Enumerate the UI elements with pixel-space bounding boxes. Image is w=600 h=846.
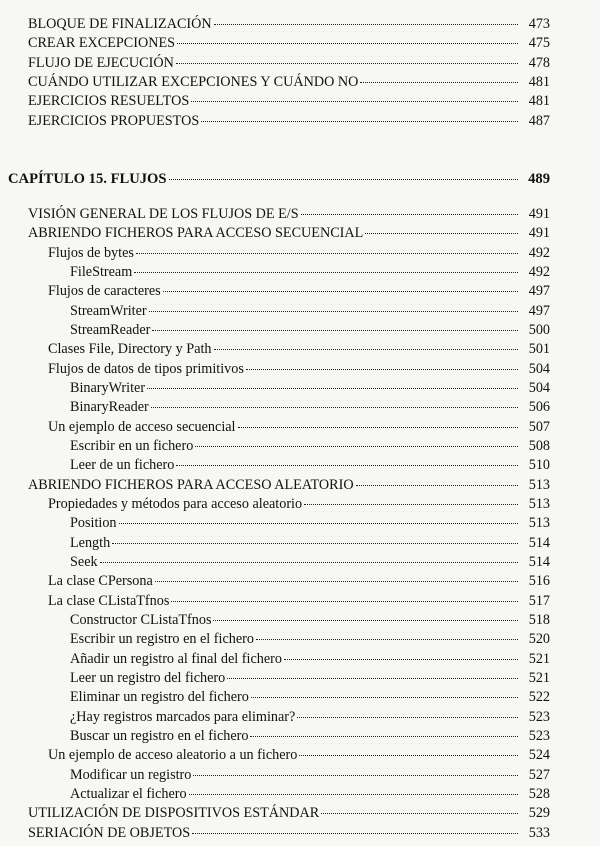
toc-entry (28, 476, 550, 494)
toc-entry (70, 379, 550, 397)
toc-entry (70, 785, 550, 803)
dot-leader (136, 253, 518, 254)
entry-title: Propiedades y métodos para acceso aleatorio (48, 495, 303, 512)
entry-page-number: 504 (528, 379, 550, 396)
toc-entry (70, 727, 550, 745)
entry-page-number: 514 (528, 553, 550, 570)
toc-entry (48, 572, 550, 590)
entry-page-number: 481 (528, 93, 550, 110)
entry-title: Añadir un registro al final del fichero (70, 650, 282, 667)
dot-leader (356, 485, 518, 486)
entry-title: EJERCICIOS PROPUESTOS (28, 112, 200, 129)
dot-leader (163, 291, 518, 292)
entry-page-number: 513 (528, 495, 550, 512)
dot-leader (227, 678, 518, 679)
dot-leader (246, 369, 518, 370)
dot-leader (192, 833, 518, 834)
dot-leader (195, 446, 518, 447)
entry-title: Escribir en un fichero (70, 437, 194, 454)
entry-title: BLOQUE DE FINALIZACIÓN (28, 16, 212, 32)
dot-leader (176, 465, 518, 466)
toc-entry (28, 15, 550, 33)
entry-page-number: 513 (528, 476, 550, 493)
entry-title: La clase CPersona (48, 573, 153, 590)
toc-entry (48, 360, 550, 378)
toc-entry (70, 630, 550, 648)
dot-leader (365, 233, 518, 234)
toc-entry (48, 418, 550, 436)
toc-entry (48, 282, 550, 300)
dot-leader (321, 813, 518, 814)
entry-page-number: 517 (528, 592, 550, 609)
entry-page-number: 516 (528, 573, 550, 590)
toc-entry (28, 224, 550, 242)
toc-entry (48, 244, 550, 262)
entry-page-number: 524 (528, 747, 550, 764)
dot-leader (299, 755, 518, 756)
toc-entry (28, 92, 550, 110)
toc-entry (70, 708, 550, 726)
dot-leader (193, 775, 518, 776)
entry-page-number: 501 (528, 341, 550, 358)
entry-title: CAPÍTULO 15. FLUJOS (8, 171, 167, 187)
dot-leader (284, 659, 518, 660)
entry-page-number: 481 (528, 74, 550, 91)
dot-leader (152, 330, 518, 331)
dot-leader (171, 601, 518, 602)
entry-title: ABRIENDO FICHEROS PARA ACCESO ALEATORIO (28, 476, 354, 493)
entry-page-number: 489 (528, 171, 550, 187)
toc-entry (28, 112, 550, 130)
entry-title: Flujos de bytes (48, 244, 134, 261)
entry-title: BinaryWriter (70, 379, 146, 396)
toc-entry (48, 495, 550, 513)
entry-title: Modificar un registro (70, 766, 192, 783)
entry-title: Clases File, Directory y Path (48, 341, 212, 358)
toc-entry (70, 650, 550, 668)
toc-entry (70, 534, 550, 552)
chapter-heading (8, 170, 550, 188)
toc-entry (28, 205, 550, 223)
entry-title: Constructor CListaTfnos (70, 611, 212, 628)
entry-title: SERIACIÓN DE OBJETOS (28, 824, 191, 841)
toc-entry (70, 611, 550, 629)
toc-entry (70, 688, 550, 706)
dot-leader (169, 179, 518, 180)
entry-page-number: 504 (528, 360, 550, 377)
entry-page-number: 506 (528, 399, 550, 416)
entry-title: Buscar un registro en el fichero (70, 727, 249, 744)
dot-leader (297, 717, 518, 718)
dot-leader (151, 407, 518, 408)
entry-page-number: 523 (528, 727, 550, 744)
dot-leader (256, 639, 518, 640)
toc-entry (70, 437, 550, 455)
entry-title: StreamReader (70, 321, 151, 338)
entry-title: StreamWriter (70, 302, 147, 319)
entry-page-number: 520 (528, 631, 550, 648)
entry-title: Escribir un registro en el fichero (70, 631, 254, 648)
toc-entry (28, 34, 550, 52)
entry-page-number: 473 (528, 16, 550, 32)
entry-title: BinaryReader (70, 399, 149, 416)
entry-page-number: 478 (528, 54, 550, 71)
toc-entry (70, 263, 550, 281)
entry-page-number: 521 (528, 650, 550, 667)
entry-page-number: 491 (528, 225, 550, 242)
dot-leader (251, 697, 518, 698)
dot-leader (301, 214, 518, 215)
entry-title: EJERCICIOS RESUELTOS (28, 93, 190, 110)
toc-entry (70, 669, 550, 687)
entry-title: Un ejemplo de acceso secuencial (48, 418, 236, 435)
entry-title: Eliminar un registro del fichero (70, 689, 249, 706)
dot-leader (147, 388, 518, 389)
dot-leader (213, 620, 518, 621)
entry-page-number: 510 (528, 457, 550, 474)
entry-page-number: 492 (528, 263, 550, 280)
entry-page-number: 523 (528, 708, 550, 725)
dot-leader (155, 581, 518, 582)
entry-title: ABRIENDO FICHEROS PARA ACCESO SECUENCIAL (28, 225, 364, 242)
entry-page-number: 529 (528, 805, 550, 822)
toc-entry (48, 592, 550, 610)
dot-leader (100, 562, 518, 563)
entry-page-number: 475 (528, 35, 550, 52)
toc-entry (28, 54, 550, 72)
toc-entry (28, 824, 550, 842)
entry-title: Position (70, 515, 117, 532)
entry-page-number: 527 (528, 766, 550, 783)
dot-leader (360, 82, 518, 83)
entry-page-number: 487 (528, 112, 550, 129)
entry-page-number: 492 (528, 244, 550, 261)
entry-title: FileStream (70, 263, 133, 280)
entry-title: Flujos de datos de tipos primitivos (48, 360, 244, 377)
entry-page-number: 528 (528, 785, 550, 802)
dot-leader (149, 311, 518, 312)
toc-entry (70, 514, 550, 532)
toc-entry (28, 73, 550, 91)
entry-page-number: 508 (528, 437, 550, 454)
entry-page-number: 497 (528, 283, 550, 300)
dot-leader (191, 101, 518, 102)
entry-page-number: 507 (528, 418, 550, 435)
dot-leader (304, 504, 518, 505)
entry-title: Un ejemplo de acceso aleatorio a un fichero (48, 747, 298, 764)
dot-leader (134, 272, 518, 273)
entry-title: CREAR EXCEPCIONES (28, 35, 176, 52)
toc-entry (48, 746, 550, 764)
entry-page-number: 497 (528, 302, 550, 319)
dot-leader (177, 43, 518, 44)
entry-page-number: 521 (528, 669, 550, 686)
dot-leader (189, 794, 518, 795)
entry-title: ¿Hay registros marcados para eliminar? (70, 708, 296, 725)
toc-entry (70, 456, 550, 474)
toc-entry (28, 804, 550, 822)
entry-page-number: 533 (528, 824, 550, 841)
toc-entry (70, 398, 550, 416)
entry-title: Flujos de caracteres (48, 283, 161, 300)
dot-leader (250, 736, 518, 737)
entry-title: Seek (70, 553, 98, 570)
entry-page-number: 491 (528, 206, 550, 222)
dot-leader (214, 24, 518, 25)
entry-page-number: 514 (528, 534, 550, 551)
entry-title: Leer un registro del fichero (70, 669, 226, 686)
dot-leader (201, 121, 518, 122)
dot-leader (119, 523, 518, 524)
entry-title: Length (70, 534, 111, 551)
entry-title: VISIÓN GENERAL DE LOS FLUJOS DE E/S (28, 206, 299, 222)
dot-leader (214, 349, 518, 350)
entry-title: Actualizar el fichero (70, 785, 187, 802)
entry-title: UTILIZACIÓN DE DISPOSITIVOS ESTÁNDAR (28, 805, 320, 822)
toc-entry (70, 553, 550, 571)
toc-entry (70, 302, 550, 320)
dot-leader (112, 543, 518, 544)
toc-entry (70, 766, 550, 784)
entry-title: CUÁNDO UTILIZAR EXCEPCIONES Y CUÁNDO NO (28, 74, 359, 91)
entry-page-number: 500 (528, 321, 550, 338)
entry-page-number: 513 (528, 515, 550, 532)
entry-title: La clase CListaTfnos (48, 592, 170, 609)
entry-title: Leer de un fichero (70, 457, 175, 474)
dot-leader (176, 63, 518, 64)
entry-page-number: 518 (528, 611, 550, 628)
dot-leader (238, 427, 519, 428)
toc-entry (48, 340, 550, 358)
toc-entry (70, 321, 550, 339)
entry-page-number: 522 (528, 689, 550, 706)
entry-title: FLUJO DE EJECUCIÓN (28, 54, 174, 71)
